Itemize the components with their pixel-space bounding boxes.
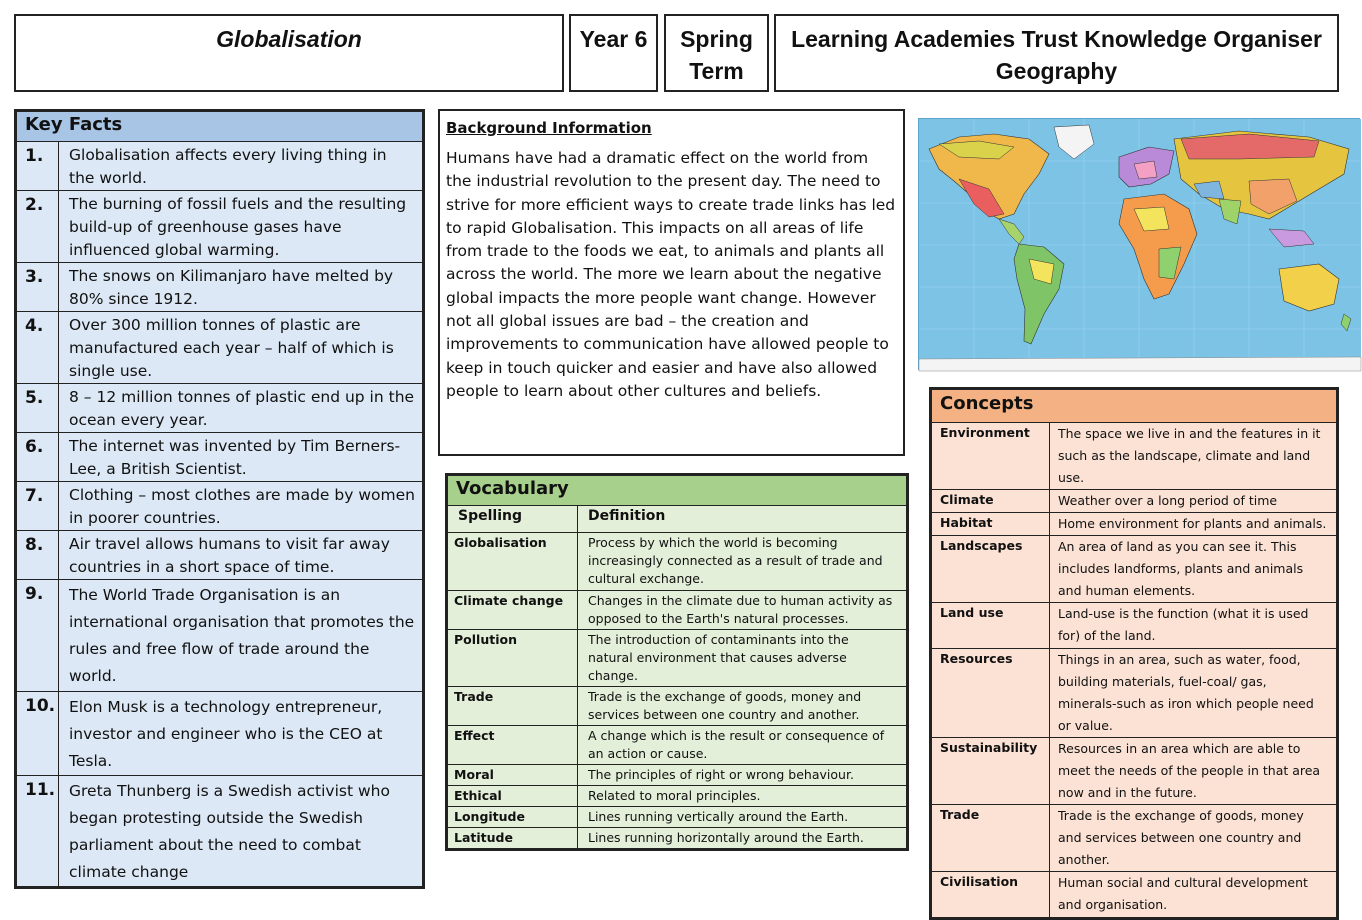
subject-title: Geography: [995, 58, 1118, 84]
key-facts-table: [16, 111, 423, 887]
page-title: Globalisation: [216, 26, 362, 52]
key-fact-row: 8. Air travel allows humans to visit far away countries in a short space of time.: [17, 531, 423, 580]
world-map-image: [918, 118, 1360, 370]
key-fact-row: 3. The snows on Kilimanjaro have melted by 80% since 1912.: [17, 263, 423, 312]
year-box: [569, 14, 658, 92]
concept-row: Resources Things in an area, such as water, food, building materials, fuel-coal/ gas, minerals-such as iron which people need or value.: [932, 649, 1337, 738]
vocabulary-row: Latitude Lines running horizontally around the Earth.: [448, 828, 907, 849]
vocabulary-heading: Vocabulary: [448, 476, 907, 506]
key-fact-row: 4. Over 300 million tonnes of plastic are manufactured each year – half of which is single use.: [17, 312, 423, 384]
concept-row: Habitat Home environment for plants and animals.: [932, 513, 1337, 536]
concept-row: Land use Land-use is the function (what it is used for) of the land.: [932, 603, 1337, 649]
concept-row: Sustainability Resources in an area which are able to meet the needs of the people in that area now and in the future.: [932, 738, 1337, 805]
concept-row: Climate Weather over a long period of time: [932, 490, 1337, 513]
world-map-icon: [919, 119, 1361, 371]
vocabulary-row: Longitude Lines running vertically around the Earth.: [448, 807, 907, 828]
key-fact-row: 1. Globalisation affects every living thing in the world.: [17, 142, 423, 191]
term-line-2: Term: [689, 58, 744, 84]
concept-row: Trade Trade is the exchange of goods, money and services between one country and another.: [932, 805, 1337, 872]
key-facts-heading: Key Facts: [17, 112, 423, 142]
vocabulary-row: Effect A change which is the result or consequence of an action or cause.: [448, 726, 907, 765]
year-label: Year 6: [579, 26, 648, 52]
vocabulary-row: Globalisation Process by which the world is becoming increasingly connected as a result of trade and cultural exchange.: [448, 533, 907, 591]
spelling-column-header: Spelling: [448, 506, 578, 533]
key-fact-row: 11. Greta Thunberg is a Swedish activist who began protesting outside the Swedish parliament about the need to combat climate change: [17, 776, 423, 887]
key-fact-row: 2. The burning of fossil fuels and the resulting build-up of greenhouse gases have influenced global warming.: [17, 191, 423, 263]
organiser-box: [774, 14, 1339, 92]
key-fact-row: 7. Clothing – most clothes are made by women in poorer countries.: [17, 482, 423, 531]
vocabulary-row: Ethical Related to moral principles.: [448, 786, 907, 807]
key-fact-row: 10. Elon Musk is a technology entrepreneur, investor and engineer who is the CEO at Tesla.: [17, 692, 423, 776]
vocabulary-row: Pollution The introduction of contaminants into the natural environment that causes adverse change.: [448, 630, 907, 687]
concepts-table: [931, 389, 1337, 918]
definition-column-header: Definition: [578, 506, 907, 533]
vocabulary-row: Moral The principles of right or wrong behaviour.: [448, 765, 907, 786]
background-heading: Background Information: [446, 119, 652, 137]
key-fact-row: 6. The internet was invented by Tim Berners-Lee, a British Scientist.: [17, 433, 423, 482]
concept-row: Civilisation Human social and cultural development and organisation.: [932, 872, 1337, 918]
background-text: Humans have had a dramatic effect on the world from the industrial revolution to the present day. The need to strive for more efficient ways to create trade links has led to rapid Globalisation. This impacts on all areas of life from trade to the foods we eat, to animals and plants all across the world. The more we learn about the negative global impacts the more people want change. However not all global issues are bad – the creation and improvements to communication have allowed people to keep in touch quicker and easier and have also allowed people to learn about other cultures and beliefs.: [446, 149, 896, 400]
key-facts-panel: [14, 109, 425, 889]
term-line-1: Spring: [680, 26, 753, 52]
concept-row: Environment The space we live in and the features in it such as the landscape, climate and land use.: [932, 423, 1337, 490]
organiser-title: Learning Academies Trust Knowledge Organiser: [791, 26, 1322, 52]
key-fact-row: 5. 8 – 12 million tonnes of plastic end up in the ocean every year.: [17, 384, 423, 433]
concept-row: Landscapes An area of land as you can see it. This includes landforms, plants and animals and human elements.: [932, 536, 1337, 603]
concepts-heading: Concepts: [932, 390, 1337, 423]
vocabulary-table: [447, 475, 907, 849]
background-panel: [438, 109, 905, 456]
vocabulary-panel: [445, 473, 909, 851]
vocabulary-row: Trade Trade is the exchange of goods, money and services between one country and another.: [448, 687, 907, 726]
key-fact-row: 9. The World Trade Organisation is an international organisation that promotes the rules and free flow of trade around the world.: [17, 580, 423, 692]
title-box: [14, 14, 564, 92]
vocabulary-row: Climate change Changes in the climate due to human activity as opposed to the Earth's natural processes.: [448, 591, 907, 630]
concepts-panel: [929, 387, 1339, 920]
term-box: [664, 14, 769, 92]
